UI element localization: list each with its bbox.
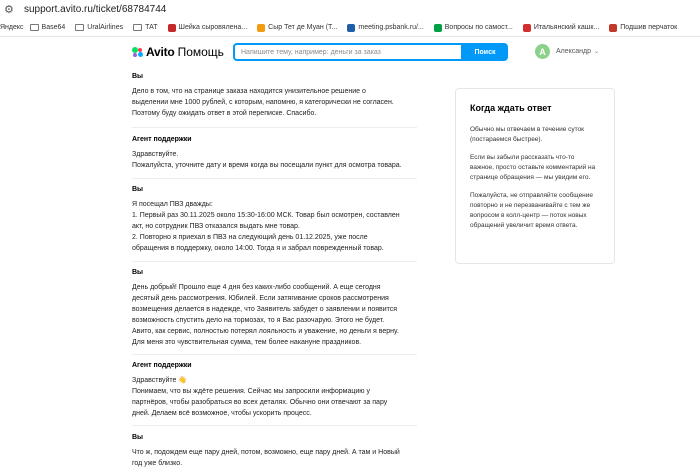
favicon-icon — [434, 24, 442, 32]
bookmark-label: Вопросы по самост... — [444, 24, 513, 31]
bookmark-base64[interactable] — [30, 24, 66, 31]
divider — [132, 354, 417, 355]
message-text: Дело в том, что на странице заказа находится унизительное решение о выделении мне 1000 рублей, с которым, напомню, я категорически не согласен. Поэтому буду ожидать ответ в этой переписке. Спасибо. — [132, 88, 394, 117]
message-text: Что ж, подождем еще пару дней, потом, возможно, еще пару дней. А там и Новый год уже близко. — [132, 449, 400, 467]
favicon-icon — [168, 24, 176, 32]
bookmark-site[interactable] — [434, 24, 513, 32]
bookmark-label: Итальянский кашк... — [533, 24, 600, 31]
message — [132, 433, 417, 469]
message — [132, 135, 417, 171]
bookmark-yandex[interactable] — [0, 24, 24, 31]
message-author: Вы — [132, 269, 144, 276]
bookmark-label: Base64 — [41, 24, 66, 31]
card-paragraph: Обычно мы отвечаем в течение суток (постараемся быстрее). — [470, 126, 584, 143]
message-text: Я посещал ПВЗ дважды: 1. Первый раз 30.11.2025 около 15:30-16:00 МСК. Товар был осмотрен, составлен акт, но сотрудник ПВЗ отказался выдать мне товар. 2. Повторно я приехал в ПВЗ на следующий день 01.12.2025, уже после обращения в поддержку, около 14:00. Тогда я и забрал поврежденный товар. — [132, 201, 400, 252]
logo-subtitle: Помощь — [177, 45, 224, 59]
bookmark-label: ТАТ — [145, 24, 158, 31]
divider — [132, 178, 417, 179]
divider — [132, 127, 417, 128]
message-text: Здравствуйте 👋 Понимаем, что вы ждёте решения. Сейчас мы запросили информацию у партнёров, чтобы разобраться во всех деталях. Обычно они отвечают за пару дней. Делаем всё возможное, чтобы ускорить процесс. — [132, 377, 388, 417]
bookmark-tat[interactable] — [133, 24, 157, 31]
search-input[interactable] — [235, 45, 461, 59]
message-author: Вы — [132, 73, 144, 80]
message — [132, 185, 417, 254]
bookmark-site[interactable] — [257, 24, 337, 32]
card-paragraph: Если вы забыли рассказать что-то важное, просто оставьте комментарий на странице обращения — мы увидим его. — [470, 154, 596, 181]
favicon-icon — [523, 24, 531, 32]
favicon-icon — [257, 24, 265, 32]
logo-name: Avito — [146, 45, 175, 59]
folder-icon — [133, 24, 142, 31]
site-info-icon[interactable]: ⚙ — [4, 3, 14, 16]
card-title: Когда ждать ответ — [470, 103, 552, 113]
message-text: День добрый! Прошло еще 4 дня без каких-либо сообщений. А еще сегодня десятый день рассмотрения. Юбилей. Если затягивание сроков рассмотрения возмещения делается в надежде, что Заявитель забудет о заявлении и появится возможность спустить дело на тормозах, то я Вас разочарую. Этого не будет. Авито, как сервис, полностью потерял лояльность и уважение, но деньги я верну. Для меня это чувствительная сумма, тем более накануне праздников. — [132, 284, 399, 346]
folder-icon — [30, 24, 39, 31]
bookmark-label: Шейка сыровялена... — [178, 24, 248, 31]
favicon-icon — [347, 24, 355, 32]
card-paragraph: Пожалуйста, не отправляйте сообщение повторно и не перезванивайте с тем же вопросом в колл-центр — поток новых обращений увеличит время ответа. — [470, 192, 594, 229]
folder-icon — [75, 24, 84, 31]
avito-logo[interactable] — [132, 45, 224, 59]
divider — [132, 425, 417, 426]
bookmark-site[interactable] — [609, 24, 677, 32]
bookmark-label: Подшив перчаток — [620, 24, 678, 31]
bookmark-site[interactable] — [523, 24, 599, 32]
url-text[interactable]: support.avito.ru/ticket/68784744 — [24, 4, 167, 15]
search-box — [233, 43, 463, 61]
response-time-card — [455, 88, 615, 264]
message — [132, 268, 417, 348]
search-button[interactable]: Поиск — [462, 43, 508, 61]
avatar: А — [535, 44, 550, 59]
site-header — [0, 37, 700, 68]
message-author: Вы — [132, 186, 144, 193]
message-author: Агент поддержки — [132, 362, 192, 369]
user-name: Александр — [556, 48, 592, 55]
bookmark-label: meeting.psbank.ru/... — [358, 24, 424, 31]
message-text: Здравствуйте. Пожалуйста, уточните дату и время когда вы посещали пункт для осмотра товара. — [132, 151, 402, 169]
divider — [132, 261, 417, 262]
user-menu[interactable] — [535, 44, 599, 59]
message-author: Агент поддержки — [132, 136, 192, 143]
bookmarks-bar — [0, 19, 700, 37]
bookmark-label: Сыр Тет де Муан (Т... — [268, 24, 338, 31]
bookmark-label: UralAirlines — [87, 24, 124, 31]
bookmark-uralairlines[interactable] — [75, 24, 123, 31]
avito-logo-icon — [132, 47, 144, 58]
message — [132, 361, 417, 419]
address-bar[interactable] — [0, 0, 700, 19]
message-author: Вы — [132, 434, 144, 441]
bookmark-label: Яндекс — [0, 24, 24, 31]
message — [132, 72, 417, 119]
chevron-down-icon: ⌄ — [594, 49, 600, 55]
bookmark-site[interactable] — [347, 24, 423, 32]
bookmark-site[interactable] — [168, 24, 248, 32]
favicon-icon — [609, 24, 617, 32]
